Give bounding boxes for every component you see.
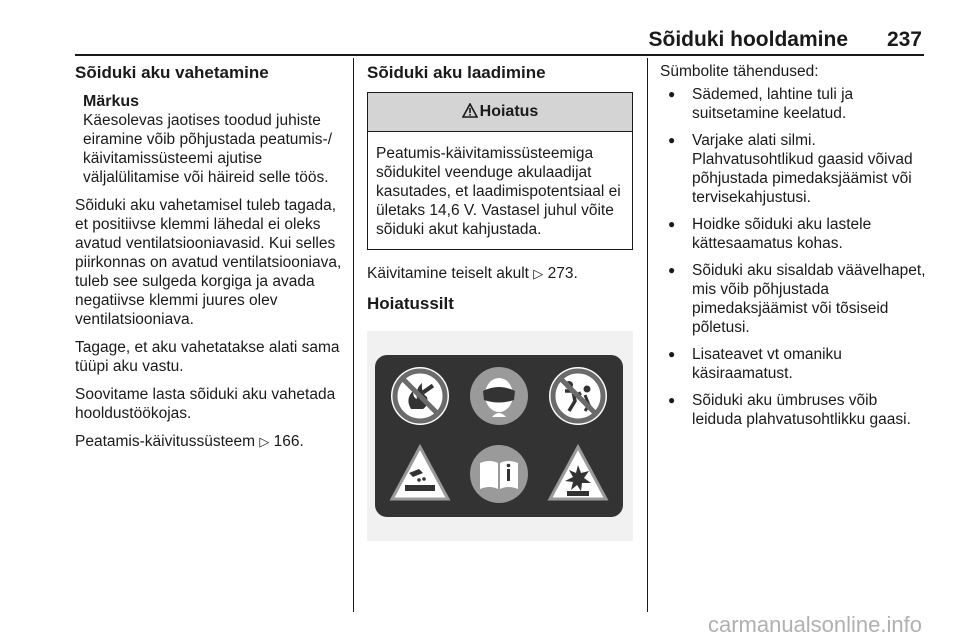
eye-protection-icon — [468, 365, 530, 427]
left-column — [75, 62, 345, 461]
note-title: Märkus — [83, 93, 140, 110]
page-reference-arrow-icon: ▷ — [533, 267, 544, 282]
cross-reference-label: Käivitamine teiselt akult — [367, 265, 529, 282]
owners-manual-icon — [468, 443, 530, 505]
column-divider-1 — [353, 58, 354, 612]
list-item: ● Sõiduki aku sisaldab väävelhapet, mis võib põhjustada pimedaksjäämist või tõsiseid põletusi. — [660, 261, 930, 337]
page-number: 237 — [886, 28, 922, 51]
cross-reference-label: Peatamis-käivitussüsteem — [75, 433, 256, 450]
page-reference-arrow-icon: ▷ — [259, 435, 270, 450]
list-item: ● Varjake alati silmi. Plahvatusohtlikud gaasid võivad põhjustada pimedaksjäämist või tervisekahjustusi. — [660, 131, 930, 207]
cross-reference-stop-start[interactable] — [75, 432, 345, 452]
section-heading-battery-replacement: Sõiduki aku vahetamine — [75, 63, 269, 82]
note-text: Käesolevas jaotises toodud juhiste eiramine võib põhjustada peatumis-/ käivitamissüsteemi ajutise väljalülitamise või häireid selle töös. — [83, 112, 332, 186]
sub-heading-warning-label: Hoiatussilt — [367, 294, 454, 313]
list-item: ● Sädemed, lahtine tuli ja suitsetamine keelatud. — [660, 85, 930, 123]
watermark: carmanualsonline.info — [707, 612, 922, 637]
paragraph-workshop: Soovitame lasta sõiduki aku vahetada hooldustöökojas. — [75, 386, 336, 422]
cross-reference-jump-start[interactable] — [367, 264, 633, 284]
warning-title: Hoiatus — [479, 103, 539, 120]
paragraph-vent: Sõiduki aku vahetamisel tuleb tagada, et positiivse klemmi lähedal ei oleks avatud ventilatsiooniavasid. Kui selles piirkonnas on avatud ventilatsiooniava, tuleb see sulgeda korgiga ja avada negatiivse klemmi juures olev ventilatsiooniava. — [75, 197, 342, 328]
symbols-intro: Sümbolite tähendused: — [660, 63, 819, 80]
paragraph-same-type: Tagage, et aku vahetatakse alati sama tüüpi aku vastu. — [75, 339, 340, 375]
warning-text: Peatumis-käivitamissüsteemiga sõidukitel veenduge akulaadijat kasutades, et laadimispotentsiaal ei ületaks 14,6 V. Vastasel juhul võite sõiduki akut kahjustada. — [376, 145, 621, 238]
list-item: ● Hoidke sõiduki aku lastele kättesaamatus kohas. — [660, 215, 930, 253]
cross-reference-page: 273. — [547, 265, 578, 282]
cross-reference-page: 166. — [273, 433, 304, 450]
column-divider-2 — [647, 58, 648, 612]
list-item: ● Lisateavet vt omaniku käsiraamatust. — [660, 345, 930, 383]
explosive-gas-icon — [547, 443, 609, 505]
header-title: Sõiduki hooldamine — [648, 28, 848, 51]
middle-column — [367, 62, 633, 541]
header-rule — [75, 54, 924, 56]
corrosive-acid-icon — [389, 443, 451, 505]
symbol-meaning-list — [660, 85, 930, 429]
warning-triangle-icon — [462, 93, 478, 131]
no-fire-icon — [389, 365, 451, 427]
warning-label-panel — [375, 355, 623, 517]
warning-box — [367, 92, 633, 250]
note-block — [75, 92, 345, 187]
keep-away-from-children-icon — [547, 365, 609, 427]
section-heading-battery-charging: Sõiduki aku laadimine — [367, 63, 546, 82]
list-item: ● Sõiduki aku ümbruses võib leiduda plahvatusohtlikku gaasi. — [660, 391, 930, 429]
right-column — [660, 62, 930, 437]
warning-header — [368, 93, 632, 132]
warning-label-illustration — [367, 331, 633, 541]
